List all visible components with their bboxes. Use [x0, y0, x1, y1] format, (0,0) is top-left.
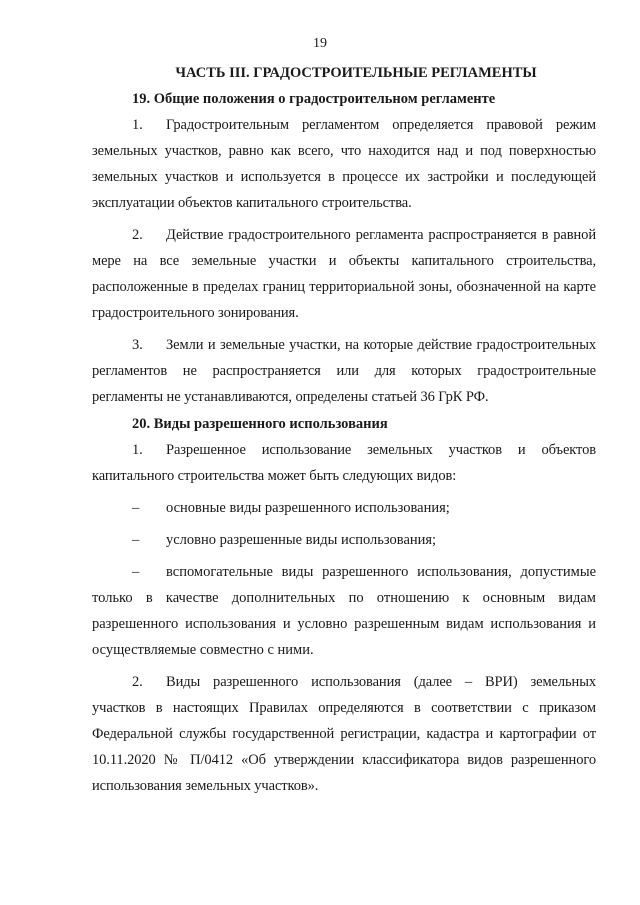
- list-item-conditional: [92, 527, 596, 553]
- dash-marker: –: [132, 500, 140, 516]
- paragraph-number: 2.: [132, 674, 143, 690]
- paragraph-text: Действие градостроительного регламента распространяется в равной мере на все земельные участки и объекты капитального строительства, расположенные в пределах границ территориальной зоны, обозначенной на карте градостроительного зонирования.: [92, 227, 596, 321]
- list-item-text: вспомогательные виды разрешенного использования, допустимые только в качестве дополнительных по отношению к основным видам разрешенного использования и условно разрешенным видам использования и осуществляемые совместно с ними.: [92, 564, 596, 658]
- section-title-20: 20. Виды разрешенного использования: [132, 416, 388, 432]
- paragraph-text: Виды разрешенного использования (далее – ВРИ) земельных участков в настоящих Правилах определяются в соответствии с приказом Федеральной службы государственной регистрации, кадастра и картографии от 10.11.2020 № П/0412 «Об утверждении классификатора видов разрешенного использования земельных участков».: [92, 674, 596, 794]
- paragraph-number: 2.: [132, 227, 143, 243]
- dash-marker: –: [132, 564, 140, 580]
- paragraph-19-2: [92, 222, 596, 326]
- paragraph-19-1: [92, 112, 596, 216]
- paragraph-number: 1.: [132, 442, 143, 458]
- paragraph-20-2: [92, 669, 596, 799]
- dash-marker: –: [132, 532, 140, 548]
- paragraph-text: Градостроительным регламентом определяется правовой режим земельных участков, равно как всего, что находится над и под поверхностью земельных участков и используется в процессе их застройки и последующей эксплуатации объектов капитального строительства.: [92, 117, 596, 211]
- section-title-19: 19. Общие положения о градостроительном регламенте: [132, 91, 496, 107]
- document-body: [92, 60, 596, 800]
- list-item-text: условно разрешенные виды использования;: [166, 532, 437, 548]
- page-number: 19: [313, 36, 327, 51]
- paragraph-text: Земли и земельные участки, на которые действие градостроительных регламентов не распространяется или для которых градостроительные регламенты не устанавливаются, определены статьей 36 ГрК РФ.: [92, 337, 596, 405]
- paragraph-number: 3.: [132, 337, 143, 353]
- paragraph-19-3: [92, 332, 596, 410]
- paragraph-20-1: [92, 437, 596, 489]
- paragraph-number: 1.: [132, 117, 143, 133]
- list-item-auxiliary: [92, 559, 596, 663]
- part-title: ЧАСТЬ III. ГРАДОСТРОИТЕЛЬНЫЕ РЕГЛАМЕНТЫ: [175, 65, 537, 81]
- list-item-text: основные виды разрешенного использования;: [166, 500, 450, 516]
- paragraph-text: Разрешенное использование земельных участков и объектов капитального строительства может быть следующих видов:: [92, 442, 596, 484]
- list-item-basic: [92, 495, 596, 521]
